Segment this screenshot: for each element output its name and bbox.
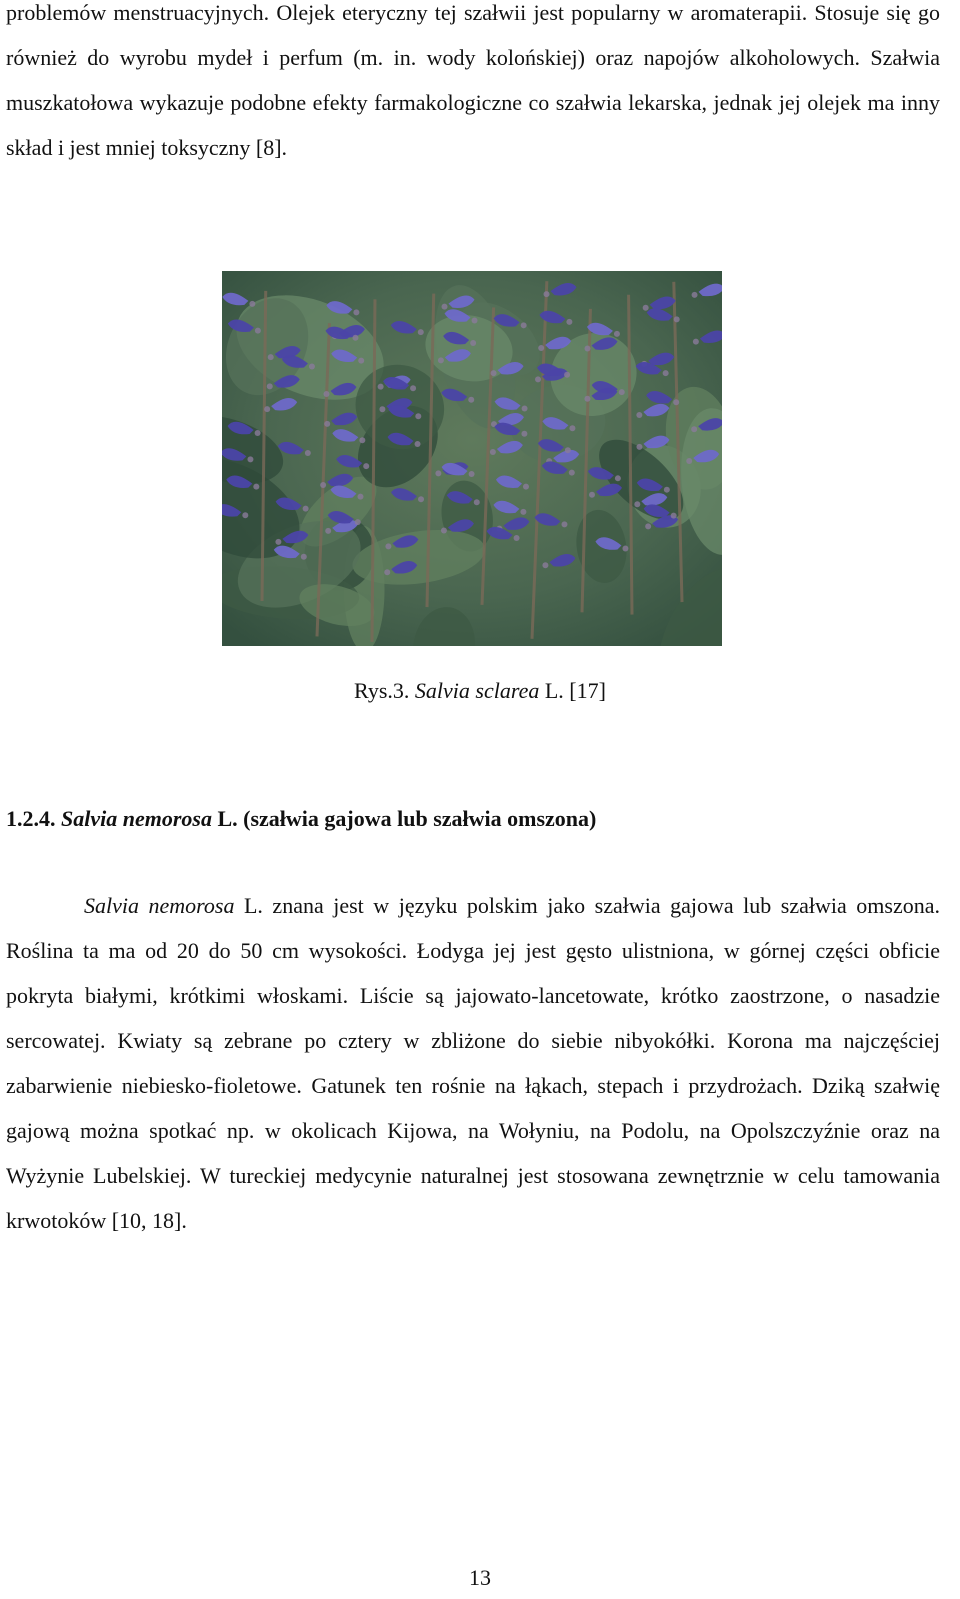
intro-paragraph: problemów menstruacyjnych. Olejek eteryczny tej szałwii jest popularny w aromaterapii. Stosuje się go również do wyrobu mydeł i perfum (m. in. wody kolońskiej) oraz napojów alkoholowych. Szałwia muszkatołowa wykazuje podobne efekty farmakologiczne co szałwia lekarska, jednak jej olejek ma inny skład i jest mniej toksyczny [8]. [6, 0, 940, 160]
flower-calyx [589, 492, 595, 498]
flower-calyx [418, 329, 424, 335]
flower-calyx [693, 339, 699, 345]
page-number: 13 [469, 1565, 491, 1590]
flower-calyx [435, 470, 441, 476]
flower-calyx [671, 513, 677, 519]
flower-calyx [305, 450, 311, 456]
flower-calyx [468, 397, 474, 403]
flower-calyx [384, 569, 390, 575]
flower-photo-illustration [222, 271, 722, 646]
flower-calyx [673, 399, 679, 405]
flower-calyx [267, 383, 273, 389]
flower-calyx [614, 331, 620, 337]
flower-calyx [535, 376, 541, 382]
flower-calyx [569, 425, 575, 431]
flower-calyx [544, 291, 550, 297]
flower-calyx [538, 345, 544, 351]
flower-calyx [264, 406, 270, 412]
flower-calyx [355, 519, 361, 525]
flower-calyx [522, 406, 528, 412]
flower-calyx [325, 528, 331, 534]
flower-calyx [674, 316, 680, 322]
flower-calyx [561, 521, 567, 527]
body-species-name: Salvia nemorosa [84, 893, 235, 918]
flower-calyx [385, 543, 391, 549]
flower-calyx [442, 304, 448, 310]
flower-calyx [255, 328, 261, 334]
flower-calyx [491, 370, 497, 376]
flower-calyx [474, 499, 480, 505]
salvia-sclarea-photo [222, 271, 722, 646]
flower-calyx [584, 345, 590, 351]
flower-calyx [320, 482, 326, 488]
flower-calyx [352, 335, 358, 341]
section-title-rest: L. (szałwia gajowa lub szałwia omszona) [217, 806, 597, 831]
flower-calyx [379, 406, 385, 412]
flower-calyx [249, 301, 255, 307]
caption-species: Salvia sclarea [414, 678, 540, 703]
flower-calyx [664, 487, 670, 493]
flower-calyx [303, 506, 309, 512]
flower-calyx [686, 458, 692, 464]
flower-calyx [643, 305, 649, 311]
flower-calyx [323, 391, 329, 397]
flower-calyx [521, 322, 527, 328]
flower-calyx [301, 554, 307, 560]
flower-calyx [569, 470, 575, 476]
flower-calyx [357, 494, 363, 500]
flower-calyx [520, 509, 526, 515]
flower-calyx [275, 539, 281, 545]
flower-calyx [490, 449, 496, 455]
flower-calyx [378, 384, 384, 390]
flower-calyx [358, 358, 364, 364]
flower-calyx [619, 389, 625, 395]
flower-calyx [564, 372, 570, 378]
flower-calyx [415, 413, 421, 419]
flower-calyx [691, 426, 697, 432]
flower-calyx [441, 527, 447, 533]
flower-calyx [469, 471, 475, 477]
flower-calyx [542, 562, 548, 568]
flower-calyx [359, 437, 365, 443]
flower-calyx [521, 431, 527, 437]
flower-calyx [565, 447, 571, 453]
flower-calyx [615, 475, 621, 481]
flower-calyx [324, 421, 330, 427]
section-number: 1.2.4. [6, 806, 56, 831]
flower-calyx [634, 501, 640, 507]
flower-calyx [353, 309, 359, 315]
flower-calyx [247, 456, 253, 462]
flower-calyx [636, 412, 642, 418]
body-paragraph [6, 883, 940, 1243]
flower-calyx [692, 292, 698, 298]
flower-calyx [268, 354, 274, 360]
flower-calyx [663, 370, 669, 376]
flower-calyx [514, 535, 520, 541]
flower-calyx [242, 512, 248, 518]
body-paragraph-text: L. znana jest w języku polskim jako szałwia gajowa lub szałwia omszona. Roślina ta ma od 20 do 50 cm wysokości. Łodyga jej jest gęsto ulistniona, w górnej części obficie pokryta białymi, krótkimi włoskami. Liście są jajowato-lancetowate, krótko zaostrzone, o nasadzie sercowatej. Kwiaty są zebrane po cztery w zbliżone do siebie nibyokółki. Korona ma najczęściej zabarwienie niebiesko-fioletowe. Gatunek ten rośnie na łąkach, stepach i przydrożach. Dziką szałwię gajową można spotkać np. w okolicach Kijowa, na Wołyniu, na Podolu, na Opolszczyźnie oraz na Wyżynie Lubelskiej. W tureckiej medycynie naturalnej jest stosowana zewnętrznie w celu tamowania krwotoków [10, 18]. [6, 893, 940, 1233]
flower-calyx [645, 523, 651, 529]
flower-calyx [584, 396, 590, 402]
flower-calyx [523, 484, 529, 490]
figure-caption [0, 676, 960, 706]
flower-calyx [410, 385, 416, 391]
flower-calyx [438, 357, 444, 363]
flower-calyx [415, 441, 421, 447]
flower-calyx [470, 340, 476, 346]
flower-calyx [472, 317, 478, 323]
flower-calyx [566, 319, 572, 325]
section-species: Salvia nemorosa [61, 806, 212, 831]
flower-calyx [255, 430, 261, 436]
flower-calyx [636, 444, 642, 450]
caption-prefix: Rys.3. [354, 678, 410, 703]
flower-calyx [622, 545, 628, 551]
flower-calyx [253, 484, 259, 490]
flower-calyx [309, 363, 315, 369]
caption-suffix: L. [17] [544, 678, 606, 703]
section-heading [6, 804, 596, 834]
flower-calyx [418, 496, 424, 502]
flower-calyx [363, 463, 369, 469]
